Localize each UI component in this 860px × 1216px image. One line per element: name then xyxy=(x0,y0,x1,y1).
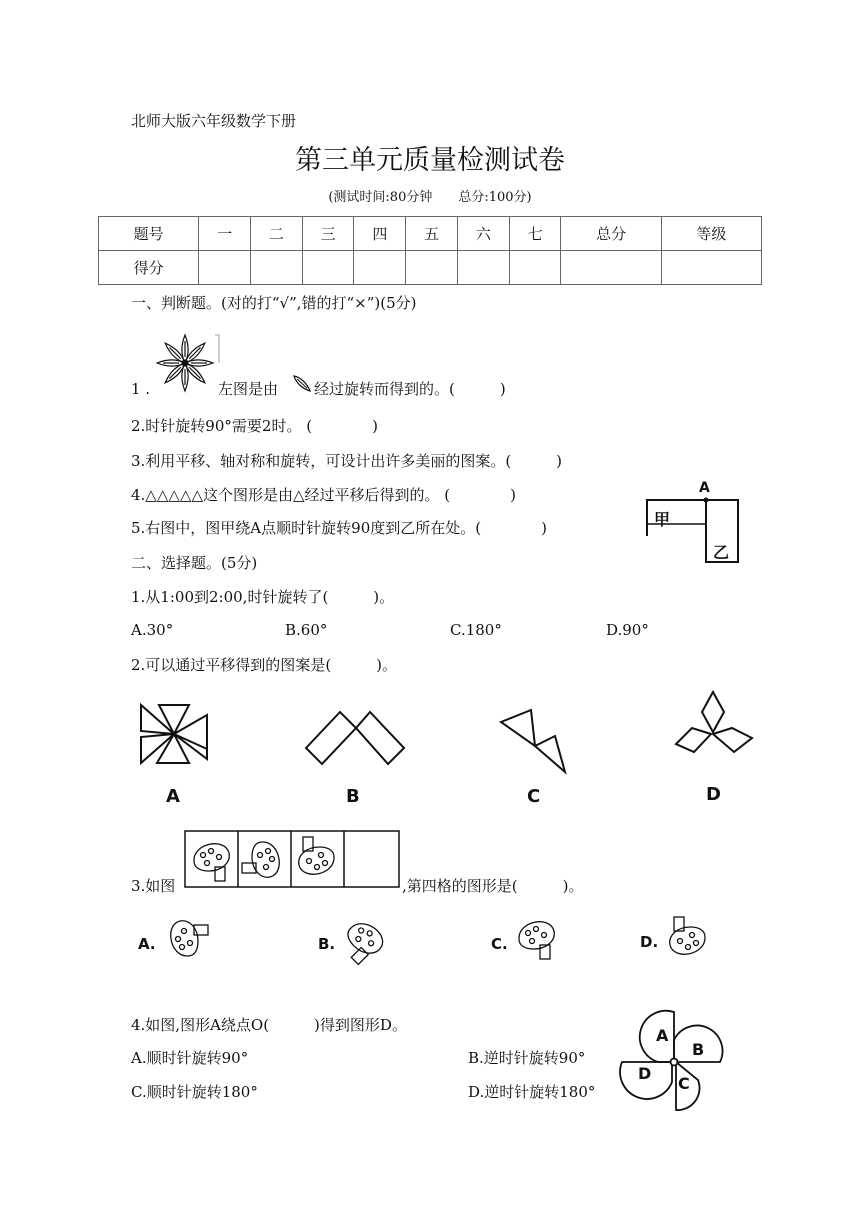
q4-fig-label-a: A xyxy=(656,1026,669,1045)
section2-heading: 二、选择题。(5分) xyxy=(131,554,258,572)
table-cell: 三 xyxy=(302,217,354,251)
page-title: 第三单元质量检测试卷 xyxy=(295,145,565,176)
s2-q3-label-d[interactable]: D. xyxy=(640,933,659,951)
q4-fig-label-c: C xyxy=(678,1074,690,1093)
score-table-header-row xyxy=(99,217,762,251)
q4-fig-label-d: D xyxy=(638,1064,652,1083)
s2-q3-suffix: ,第四格的图形是( )。 xyxy=(402,877,584,895)
table-cell: 题号 xyxy=(99,217,199,251)
jia-label: 甲 xyxy=(654,510,671,529)
mushroom-option-a xyxy=(162,916,210,962)
s1-q2: 2.时针旋转90°需要2时。 ( ) xyxy=(131,417,378,435)
score-input-cell[interactable] xyxy=(406,251,458,285)
mushroom-option-c xyxy=(512,914,560,960)
point-a-label: A xyxy=(699,480,710,496)
score-table xyxy=(98,216,762,285)
s1-q4: 4.△△△△△这个图形是由△经过平移后得到的。 ( ) xyxy=(131,486,516,504)
score-input-cell[interactable] xyxy=(302,251,354,285)
score-table-score-row xyxy=(99,251,762,285)
exam-info: (测试时间:80分钟 总分:100分) xyxy=(328,190,532,205)
s2-q2-label-d[interactable]: D xyxy=(706,784,721,805)
s2-q2-label-a[interactable]: A xyxy=(166,786,180,807)
flower-figure xyxy=(155,333,221,399)
q4-fig-label-b: B xyxy=(692,1040,705,1059)
s2-q4-option-b[interactable]: B.逆时针旋转90° xyxy=(468,1049,586,1067)
s1-q1-prefix: 1 . xyxy=(131,380,151,398)
tri-rhombus-figure-d xyxy=(674,690,754,766)
s2-q2: 2.可以通过平移得到的图案是( )。 xyxy=(131,656,398,674)
petal-icon xyxy=(291,373,313,395)
s1-q1-text-a: 左图是由 xyxy=(218,380,279,398)
score-input-cell[interactable] xyxy=(661,251,761,285)
s2-q1-option-c[interactable]: C.180° xyxy=(450,621,502,639)
s2-q3-prefix: 3.如图 xyxy=(131,877,176,895)
s2-q4: 4.如图,图形A绕点O( )得到图形D。 xyxy=(131,1016,407,1034)
triangles-figure-c xyxy=(497,706,569,774)
s2-q1-option-d[interactable]: D.90° xyxy=(606,621,649,639)
s2-q4-option-d[interactable]: D.逆时针旋转180° xyxy=(468,1083,596,1101)
s2-q3-label-a[interactable]: A. xyxy=(138,935,156,953)
score-input-cell[interactable] xyxy=(199,251,251,285)
half-disc-rotation-figure xyxy=(620,1010,726,1114)
s2-q4-option-a[interactable]: A.顺时针旋转90° xyxy=(131,1049,249,1067)
subtitle: 北师大版六年级数学下册 xyxy=(131,112,297,130)
s1-q3: 3.利用平移、轴对称和旋转，可设计出许多美丽的图案。( ) xyxy=(131,452,563,470)
s2-q4-option-c[interactable]: C.顺时针旋转180° xyxy=(131,1083,258,1101)
table-cell: 五 xyxy=(406,217,458,251)
mushroom-sequence-strip xyxy=(184,830,400,888)
section1-heading: 一、判断题。(对的打“√”,错的打“×”)(5分) xyxy=(131,294,417,312)
table-cell: 一 xyxy=(199,217,251,251)
s2-q3-label-b[interactable]: B. xyxy=(318,935,336,953)
s1-q5: 5.右图中，图甲绕A点顺时针旋转90度到乙所在处。( ) xyxy=(131,519,547,537)
s1-q1-text-b: 经过旋转而得到的。( ) xyxy=(314,380,506,398)
s2-q2-label-b[interactable]: B xyxy=(346,786,360,807)
score-input-cell[interactable] xyxy=(561,251,661,285)
s2-q1: 1.从1:00到2:00,时针旋转了( )。 xyxy=(131,588,395,606)
table-cell: 总分 xyxy=(561,217,661,251)
table-cell: 得分 xyxy=(99,251,199,285)
s2-q1-option-b[interactable]: B.60° xyxy=(285,621,328,639)
table-cell: 等级 xyxy=(661,217,761,251)
s2-q2-label-c[interactable]: C xyxy=(527,786,541,807)
s2-q3-label-c[interactable]: C. xyxy=(491,935,508,953)
table-cell: 二 xyxy=(250,217,302,251)
mushroom-option-b xyxy=(340,916,388,962)
table-cell: 六 xyxy=(457,217,509,251)
score-input-cell[interactable] xyxy=(354,251,406,285)
table-cell: 七 xyxy=(509,217,561,251)
score-input-cell[interactable] xyxy=(457,251,509,285)
table-cell: 四 xyxy=(354,217,406,251)
mushroom-option-d xyxy=(664,916,712,962)
pinwheel-figure-a xyxy=(137,701,211,767)
yi-label: 乙 xyxy=(713,543,730,562)
score-input-cell[interactable] xyxy=(250,251,302,285)
s2-q1-option-a[interactable]: A.30° xyxy=(131,621,174,639)
score-input-cell[interactable] xyxy=(509,251,561,285)
chevron-figure-b xyxy=(304,710,406,766)
